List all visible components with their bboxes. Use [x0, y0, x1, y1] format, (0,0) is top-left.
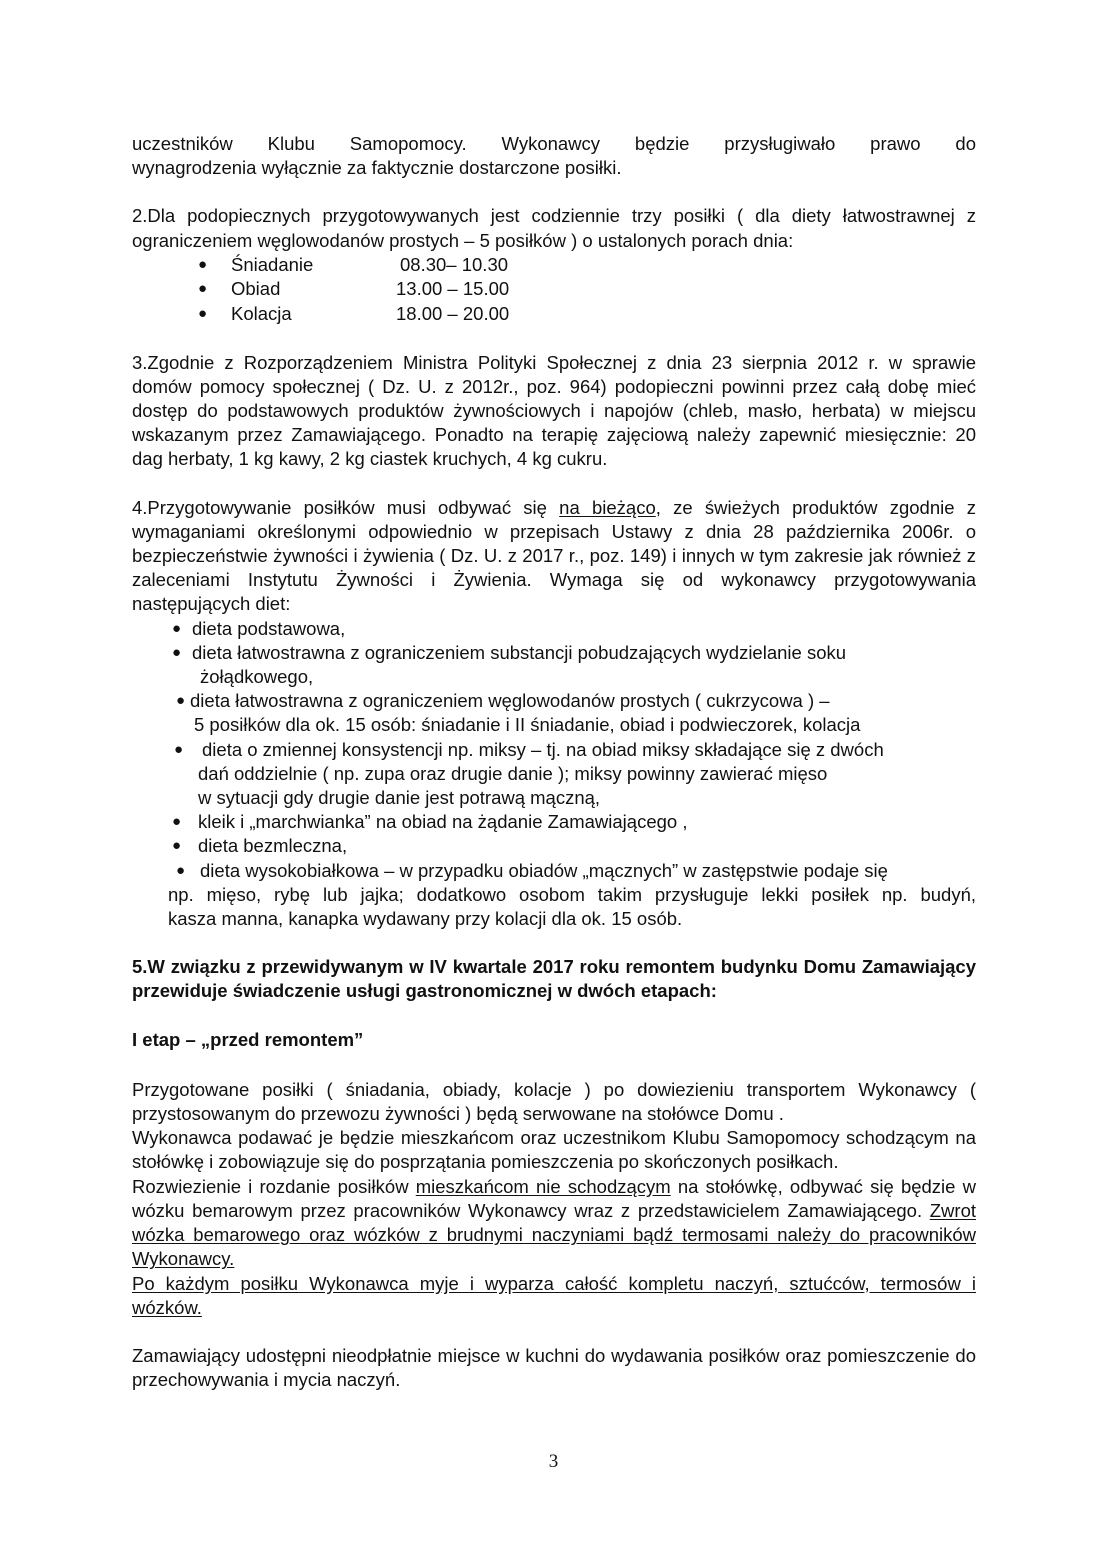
- bullet-icon: ●: [198, 255, 208, 273]
- bullet-icon: ●: [174, 740, 184, 758]
- section-4-suffix: , ze świeżych produktów zgodnie z wymaganiami określonymi odpowiednio w przepisach Ustawy z dnia 28 października 2006r. o bezpieczeństwie żywności i żywienia ( Dz. U. z 2017 r., poz. 149) i innych w tym zakresie jak również z zaleceniami Instytutu Żywności i Żywienia. Wymaga się od wykonawcy przygotowywania następujących diet:: [132, 496, 976, 615]
- bullet-icon: ●: [172, 643, 182, 661]
- section-3-text: 3.Zgodnie z Rozporządzeniem Ministra Polityki Społecznej z dnia 23 sierpnia 2012 r. w sprawie domów pomocy społecznej ( Dz. U. z 2012r., poz. 964) podopieczni powinni przez całą dobę mieć dostęp do podstawowych produktów żywnościowych i napojów (chleb, masło, herbata) w miejscu wskazanym przez Zamawiającego. Ponadto na terapię zajęciową należy zapewnić miesięcznie: 20 dag herbaty, 1 kg kawy, 2 kg ciastek kruchych, 4 kg cukru.: [132, 351, 976, 470]
- diet-line: w sytuacji gdy drugie danie jest potrawą mączną,: [198, 787, 601, 809]
- stage-paragraph-1: Przygotowane posiłki ( śniadania, obiady, kolacje ) po dowiezieniu transportem Wykonawcy ( przystosowanym do przewozu żywności ) będą serwowane na stołówce Domu .: [132, 1078, 976, 1125]
- bullet-icon: ●: [198, 305, 208, 322]
- para-3-prefix: Rozwiezienie i rozdanie posiłków: [132, 1175, 416, 1197]
- page-number: 3: [548, 1451, 559, 1472]
- diet-line: dieta łatwostrawna z ograniczeniem substancji pobudzających wydzielanie soku: [192, 641, 847, 663]
- bullet-icon: ●: [176, 861, 186, 879]
- bullet-icon: ●: [198, 280, 208, 298]
- diet-list: [132, 617, 976, 932]
- bullet-icon: ●: [172, 813, 182, 831]
- diet-item: [132, 641, 976, 689]
- stage-paragraph-5: Zamawiający udostępni nieodpłatnie miejsce w kuchni do wydawania posiłków oraz pomieszczenie do przechowywania i mycia naczyń.: [132, 1344, 976, 1391]
- meal-item: [132, 302, 976, 327]
- section-5-heading: 5.W związku z przewidywanym w IV kwartale 2017 roku remontem budynku Domu Zamawiający przewiduje świadczenie usługi gastronomicznej w dwóch etapach:: [132, 956, 976, 1002]
- diet-item: [132, 834, 976, 858]
- meal-name: Kolacja: [231, 303, 292, 324]
- diet-line: dieta podstawowa,: [192, 617, 346, 639]
- diet-item: [132, 617, 976, 641]
- stage-paragraph-3: [132, 1175, 976, 1272]
- stage-paragraph-2: Wykonawca podawać je będzie mieszkańcom oraz uczestnikom Klubu Samopomocy schodzącym na stołówkę i zobowiązuje się do posprzątania pomieszczenia po skończonych posiłkach.: [132, 1127, 976, 1173]
- diet-line: dań oddzielnie ( np. zupa oraz drugie danie ); miksy powinny zawierać mięso: [198, 762, 828, 784]
- diet-line: kasza manna, kanapka wydawany przy kolacji dla ok. 15 osób.: [168, 908, 683, 930]
- diet-item: [132, 810, 976, 834]
- meal-item: [132, 253, 976, 278]
- diet-line: 5 posiłków dla ok. 15 osób: śniadanie i II śniadanie, obiad i podwieczorek, kolacja: [194, 714, 861, 736]
- meal-time: 08.30– 10.30: [400, 253, 509, 275]
- stage-paragraph-4: Po każdym posiłku Wykonawca myje i wyparza całość kompletu naczyń, sztućców, termosów i wózków.: [132, 1272, 976, 1318]
- stage-title: I etap – „przed remontem”: [132, 1028, 364, 1050]
- diet-line: dieta wysokobiałkowa – w przypadku obiadów „mącznych” w zastępstwie podaje się: [200, 859, 888, 881]
- meal-item: [132, 277, 976, 302]
- intro-line-2: wynagrodzenia wyłącznie za faktycznie dostarczone posiłki.: [132, 157, 622, 179]
- meal-time: 18.00 – 20.00: [396, 303, 510, 324]
- meal-time: 13.00 – 15.00: [396, 278, 510, 300]
- diet-line: dieta łatwostrawna z ograniczeniem węglowodanów prostych ( cukrzycowa ) –: [190, 690, 830, 712]
- bullet-icon: ●: [172, 837, 182, 855]
- document-page: [132, 132, 976, 1392]
- bullet-icon: ●: [176, 692, 186, 710]
- diet-line: np. mięso, rybę lub jajka; dodatkowo osobom takim przysługuje lekki posiłek np. budyń,: [168, 883, 976, 905]
- diet-item: [132, 859, 976, 932]
- bullet-icon: ●: [172, 619, 182, 637]
- diet-item: [132, 689, 976, 737]
- section-4-prefix: 4.Przygotowywanie posiłków musi odbywać się: [132, 496, 560, 518]
- diet-line: żołądkowego,: [200, 666, 314, 688]
- diet-line: kleik i „marchwianka” na obiad na żądanie Zamawiającego ,: [198, 811, 688, 833]
- para-3-underlined: mieszkańcom nie schodzącym: [415, 1175, 671, 1197]
- diet-item: [132, 738, 976, 811]
- meal-name: Śniadanie: [231, 253, 314, 275]
- intro-line-1: uczestników Klubu Samopomocy. Wykonawcy będzie przysługiwało prawo do: [132, 133, 976, 154]
- meal-name: Obiad: [231, 278, 281, 300]
- section-2-text: 2.Dla podopiecznych przygotowywanych jest codziennie trzy posiłki ( dla diety łatwostrawnej z ograniczeniem węglowodanów prostych – 5 posiłków ) o ustalonych porach dnia:: [132, 205, 976, 251]
- section-4-text: [132, 496, 976, 617]
- diet-line: dieta o zmiennej konsystencji np. miksy – tj. na obiad miksy składające się z dwóch: [202, 738, 884, 760]
- para-3-underlined-2: Zwrot wózka bemarowego oraz wózków z brudnymi naczyniami bądź termosami należy do pracowników Wykonawcy.: [132, 1199, 976, 1270]
- para-3-mid: na stołówkę, odbywać się będzie w wózku bemarowym przez pracowników Wykonawcy wraz z przedstawicielem Zamawiającego.: [132, 1175, 976, 1221]
- diet-line: dieta bezmleczna,: [198, 835, 348, 857]
- section-4-underlined: na bieżąco: [559, 496, 656, 518]
- meal-schedule-list: [132, 253, 976, 327]
